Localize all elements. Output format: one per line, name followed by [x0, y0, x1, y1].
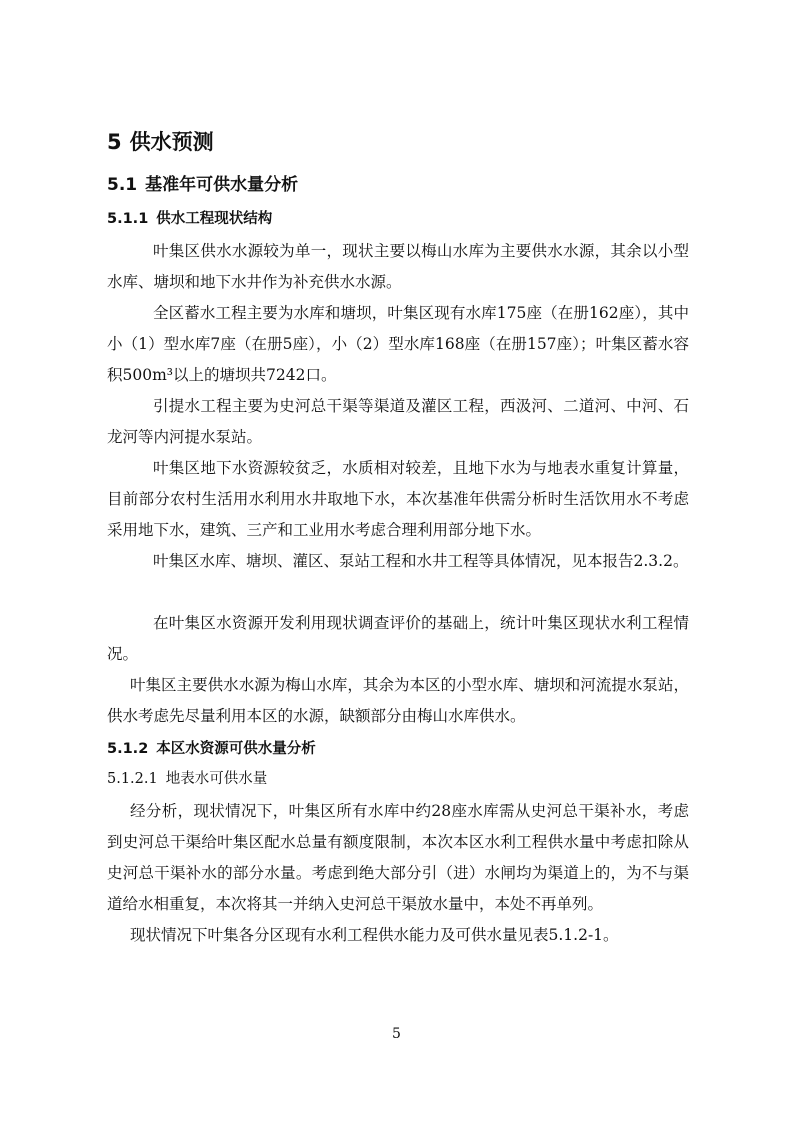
- heading-title: 本区水资源可供水量分析: [156, 741, 316, 757]
- heading-section-5-1-1: [107, 208, 272, 230]
- paragraph-survey: 在叶集区水资源开发利用现状调查评价的基础上，统计叶集区现状水利工程情况。: [107, 614, 689, 663]
- heading-number: 5.1.2: [107, 741, 149, 757]
- heading-section-5-1-2-1: [107, 768, 267, 790]
- heading-number: 5: [107, 130, 122, 154]
- heading-section-5-1-2: [107, 738, 316, 760]
- heading-number: 5.1: [107, 175, 138, 195]
- paragraph-analysis: 经分析，现状情况下，叶集区所有水库中约28座水库需从史河总干渠补水，考虑到史河总干渠给叶集区配水总量有额度限制，本次本区水利工程供水量中考虑扣除从史河总干渠补水的部分水量。考虑到绝大部分引（进）水闸均为渠道上的，为不与渠道给水相重复，本次将其一并纳入史河总干渠放水量中，本处不再单列。: [107, 802, 689, 913]
- heading-title: 地表水可供水量: [165, 771, 268, 787]
- paragraph-reference: 叶集区水库、塘坝、灌区、泵站工程和水井工程等具体情况，见本报告2.3.2。: [153, 552, 689, 570]
- paragraph-diversion-works: 引提水工程主要为史河总干渠等渠道及灌区工程，西汲河、二道河、中河、石龙河等内河提水泵站。: [107, 397, 689, 446]
- heading-number: 5.1.1: [107, 211, 149, 227]
- heading-title: 供水预测: [129, 130, 214, 154]
- paragraph-main-source: 叶集区主要供水水源为梅山水库，其余为本区的小型水库、塘坝和河流提水泵站，供水考虑先尽量利用本区的水源，缺额部分由梅山水库供水。: [107, 676, 689, 725]
- page-number: 5: [392, 1026, 401, 1042]
- paragraph-groundwater: 叶集区地下水资源较贫乏，水质相对较差，且地下水为与地表水重复计算量，目前部分农村生活用水利用水井取地下水，本次基准年供需分析时生活饮用水不考虑采用地下水，建筑、三产和工业用水考虑合理利用部分地下水。: [107, 459, 689, 539]
- heading-section-5: [107, 128, 214, 156]
- paragraph-storage-works: 全区蓄水工程主要为水库和塘坝，叶集区现有水库175座（在册162座），其中小（1）型水库7座（在册5座），小（2）型水库168座（在册157座）；叶集区蓄水容积500m³以上的塘坝共7242口。: [107, 304, 689, 384]
- paragraph-water-source: 叶集区供水水源较为单一，现状主要以梅山水库为主要供水水源，其余以小型水库、塘坝和地下水井作为补充供水水源。: [107, 242, 689, 291]
- heading-number: 5.1.2.1: [107, 771, 158, 787]
- paragraph-table-reference: 现状情况下叶集各分区现有水利工程供水能力及可供水量见表5.1.2-1。: [130, 926, 619, 944]
- heading-title: 基准年可供水量分析: [145, 175, 299, 195]
- heading-title: 供水工程现状结构: [156, 211, 273, 227]
- heading-section-5-1: [107, 173, 298, 197]
